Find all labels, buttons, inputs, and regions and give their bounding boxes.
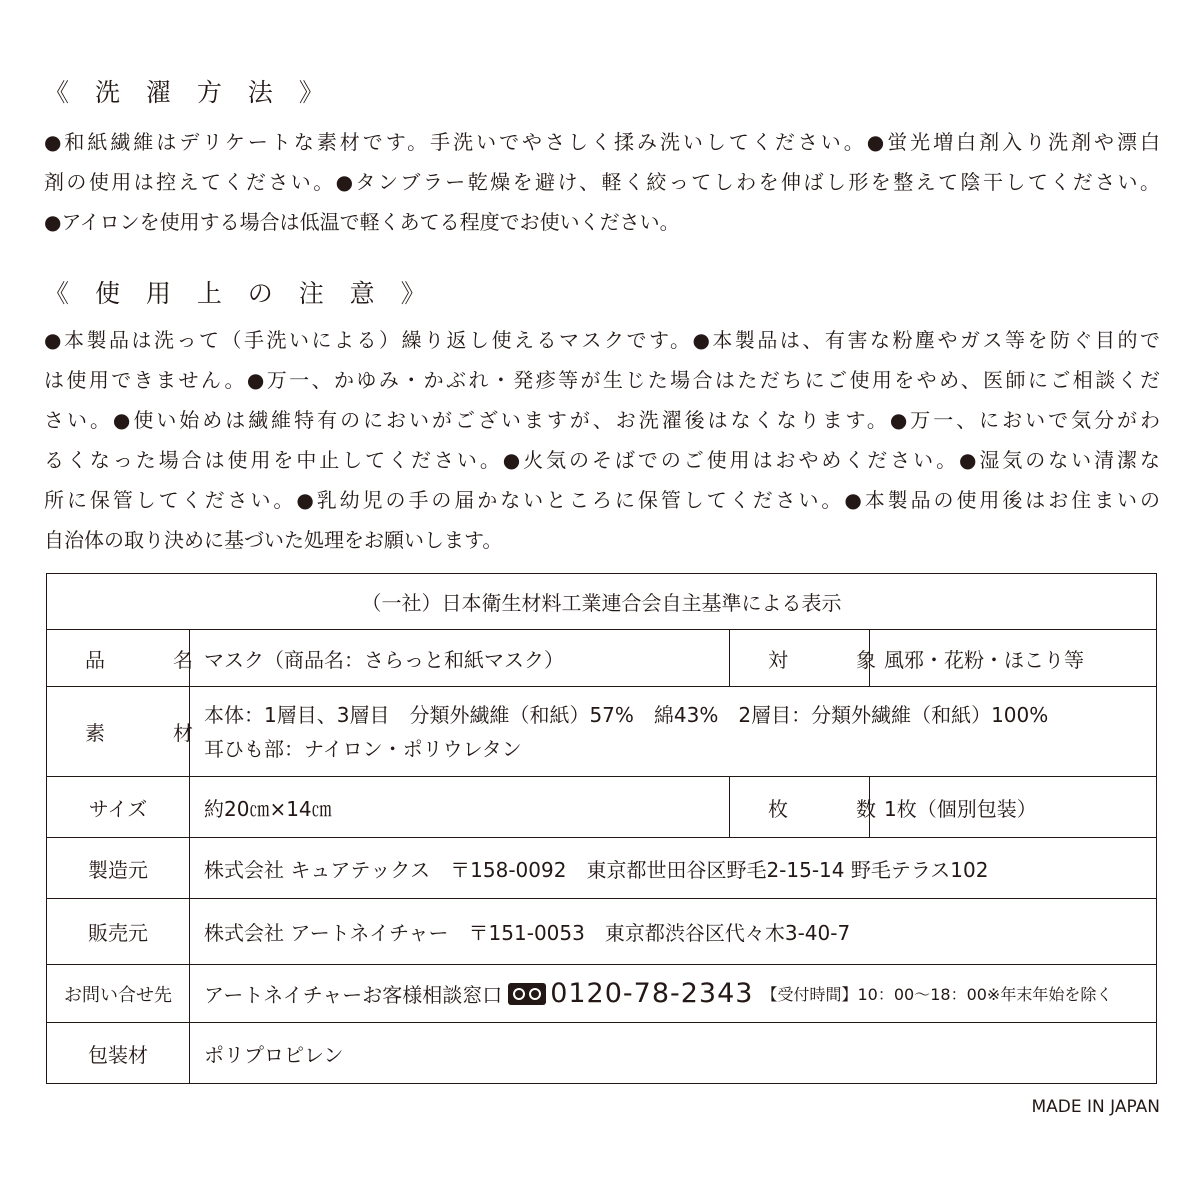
table-row (47, 687, 1157, 777)
size-label: サイズ (47, 777, 190, 838)
caution-line-2: は使用できません。●万一、かゆみ・かぶれ・発疹等が生じた場合はただちにご使用をやめ、医師にご相談くだ (44, 368, 1160, 392)
washing-line-3: ●アイロンを使用する場合は低温で軽くあてる程度でお使いください。 (44, 210, 680, 234)
washing-line-2: 剤の使用は控えてください。●タンブラー乾燥を避け、軽く絞ってしわを伸ばし形を整えて陰干してください。 (44, 170, 1160, 194)
table-row (47, 965, 1157, 1023)
washing-method-title: 《 洗 濯 方 法 》 (44, 78, 333, 107)
material-line-earloop: 耳ひも部：ナイロン・ポリウレタン (204, 736, 522, 761)
target-value: 風邪・花粉・ほこり等 (870, 630, 1157, 687)
material-value (190, 687, 1157, 777)
usage-caution-text (44, 330, 1160, 570)
seller-value: 株式会社 アートネイチャー 〒151-0053 東京都渋谷区代々木3-40-7 (190, 899, 1157, 965)
table-row (47, 1023, 1157, 1084)
contact-phone: 0120-78-2343 (550, 978, 754, 1009)
free-dial-icon (508, 983, 546, 1005)
seller-label: 販売元 (47, 899, 190, 965)
table-row (47, 838, 1157, 899)
product-spec-table (46, 573, 1157, 1084)
usage-caution-title: 《 使 用 上 の 注 意 》 (44, 279, 435, 308)
caution-line-6: 自治体の取り決めに基づいた処理をお願いします。 (44, 528, 503, 552)
table-row (47, 777, 1157, 838)
caution-line-4: るくなった場合は使用を中止してください。●火気のそばでのご使用はおやめください。●湿気のない清潔な (44, 448, 1160, 472)
packaging-value: ポリプロピレン (190, 1023, 1157, 1084)
count-value: 1枚（個別包装） (870, 777, 1157, 838)
target-label: 対 象 (730, 630, 870, 687)
contact-label: お問い合せ先 (47, 965, 190, 1023)
spec-table-header: （一社）日本衛生材料工業連合会自主基準による表示 (47, 574, 1157, 630)
product-name-value: マスク（商品名：さらっと和紙マスク） (190, 630, 730, 687)
caution-line-3: さい。●使い始めは繊維特有のにおいがございますが、お洗濯後はなくなります。●万一、においで気分がわ (44, 408, 1160, 432)
size-value: 約20㎝×14㎝ (190, 777, 730, 838)
washing-method-text (44, 132, 1160, 252)
contact-name: アートネイチャーお客様相談窓口 (204, 983, 503, 1007)
table-row (47, 630, 1157, 687)
material-label: 素 材 (47, 687, 190, 777)
made-in-label: MADE IN JAPAN (1031, 1097, 1160, 1117)
contact-value (190, 965, 1157, 1023)
material-line-body: 本体：1層目、3層目 分類外繊維（和紙）57% 綿43% 2層目：分類外繊維（和紙）100% (204, 702, 1049, 727)
spec-table-header-row (47, 574, 1157, 630)
table-row (47, 899, 1157, 965)
washing-line-1: ●和紙繊維はデリケートな素材です。手洗いでやさしく揉み洗いしてください。●蛍光増白剤入り洗剤や漂白 (44, 130, 1160, 154)
caution-line-5: 所に保管してください。●乳幼児の手の届かないところに保管してください。●本製品の使用後はお住まいの (44, 488, 1160, 512)
contact-hours: 【受付時間】10：00～18：00※年末年始を除く (761, 985, 1113, 1004)
packaging-label: 包装材 (47, 1023, 190, 1084)
product-name-label: 品 名 (47, 630, 190, 687)
maker-label: 製造元 (47, 838, 190, 899)
caution-line-1: ●本製品は洗って（手洗いによる）繰り返し使えるマスクです。●本製品は、有害な粉塵やガス等を防ぐ目的で (44, 328, 1160, 352)
maker-value: 株式会社 キュアテックス 〒158-0092 東京都世田谷区野毛2-15-14 野毛テラス102 (190, 838, 1157, 899)
count-label: 枚 数 (730, 777, 870, 838)
